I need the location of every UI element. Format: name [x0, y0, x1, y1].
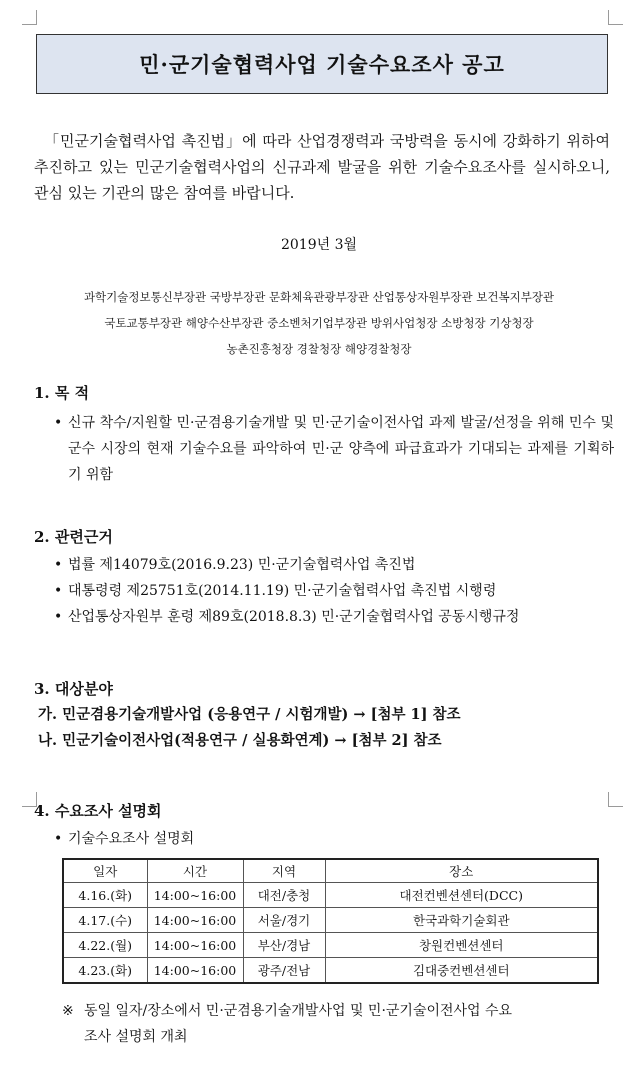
note-text: 동일 일자/장소에서 민·군겸용기술개발사업 및 민·군기술이전사업 수요 — [84, 1003, 513, 1019]
table-header-row — [63, 859, 598, 883]
bullet-text: 산업통상자원부 훈령 제89호(2018.8.3) 민·군기술협력사업 공동시행규정 — [68, 609, 520, 625]
briefing-note — [62, 998, 610, 1050]
list-item — [34, 578, 614, 604]
table-row — [63, 958, 598, 984]
purpose-bullets — [34, 410, 614, 488]
cell-time: 14:00~16:00 — [147, 883, 243, 908]
cell-region: 부산/경남 — [243, 933, 325, 958]
cell-venue: 대전컨벤션센터(DCC) — [325, 883, 598, 908]
cell-venue: 김대중컨벤션센터 — [325, 958, 598, 984]
bullet-text: 신규 착수/지원할 민·군겸용기술개발 및 민·군기술이전사업 과제 발굴/선정을 위해 민수 및 군수 시장의 현재 기술수요를 파악하여 민·군 양측에 파급효과가 기대되는 과제를 기획하기 위함 — [68, 415, 614, 483]
cell-date: 4.23.(화) — [63, 958, 147, 984]
column-header-time: 시간 — [147, 859, 243, 883]
section-basis — [34, 526, 614, 630]
section-title: 3. 대상분야 — [34, 680, 113, 698]
briefing-bullets — [34, 826, 614, 852]
note-line-continued: 조사 설명회 개최 — [84, 1029, 188, 1045]
ministries-list — [20, 284, 618, 362]
list-item — [34, 604, 614, 630]
cell-region: 서울/경기 — [243, 908, 325, 933]
intro-text: 「민군기술협력사업 촉진법」에 따라 산업경쟁력과 국방력을 동시에 강화하기 위하여 추진하고 있는 민군기술협력사업의 신규과제 발굴을 위한 기술수요조사를 실시하오니, 관심 있는 기관의 많은 참여를 바랍니다. — [34, 132, 610, 202]
bullet-icon: • — [54, 557, 63, 573]
basis-bullets — [34, 552, 614, 630]
section-purpose — [34, 382, 614, 488]
ministries-line: 국토교통부장관 해양수산부장관 중소벤처기업부장관 방위사업청장 소방청장 기상청장 — [104, 316, 534, 330]
cell-region: 광주/전남 — [243, 958, 325, 984]
bullet-icon: • — [54, 831, 63, 847]
column-header-region: 지역 — [243, 859, 325, 883]
section-title: 2. 관련근거 — [34, 528, 113, 546]
section-fields — [34, 678, 614, 754]
cell-venue: 한국과학기술회관 — [325, 908, 598, 933]
page-corner-top-left — [22, 10, 37, 25]
bullet-text: 기술수요조사 설명회 — [68, 831, 195, 847]
field-item: 가. 민군겸용기술개발사업 (응용연구 / 시험개발) → [첨부 1] 참조 — [38, 706, 461, 723]
cell-date: 4.17.(수) — [63, 908, 147, 933]
cell-time: 14:00~16:00 — [147, 958, 243, 984]
table-row — [63, 908, 598, 933]
cell-region: 대전/충청 — [243, 883, 325, 908]
cell-time: 14:00~16:00 — [147, 933, 243, 958]
bullet-icon: • — [54, 609, 63, 625]
cell-date: 4.22.(월) — [63, 933, 147, 958]
table-row — [63, 883, 598, 908]
table-row — [63, 933, 598, 958]
section-title: 4. 수요조사 설명회 — [34, 802, 162, 820]
note-mark: ※ — [62, 1003, 74, 1019]
column-header-date: 일자 — [63, 859, 147, 883]
bullet-text: 대통령령 제25751호(2014.11.19) 민·군기술협력사업 촉진법 시행령 — [68, 583, 497, 599]
ministries-line: 농촌진흥청장 경찰청장 해양경찰청장 — [226, 342, 412, 356]
cell-date: 4.16.(화) — [63, 883, 147, 908]
cell-venue: 창원컨벤션센터 — [325, 933, 598, 958]
note-line — [62, 998, 610, 1024]
section-briefing — [34, 800, 614, 852]
bullet-text: 법률 제14079호(2016.9.23) 민·군기술협력사업 촉진법 — [68, 557, 416, 573]
briefing-schedule-table — [62, 858, 599, 984]
announcement-date: 2019년 3월 — [280, 237, 358, 253]
list-item — [34, 826, 614, 852]
document-title: 민·군기술협력사업 기술수요조사 공고 — [36, 34, 608, 94]
page-corner-top-right — [608, 10, 623, 25]
cell-time: 14:00~16:00 — [147, 908, 243, 933]
ministries-line: 과학기술정보통신부장관 국방부장관 문화체육관광부장관 산업통상자원부장관 보건복지부장관 — [83, 290, 555, 304]
list-item — [34, 552, 614, 578]
bullet-icon: • — [54, 583, 63, 599]
column-header-venue: 장소 — [325, 859, 598, 883]
field-item: 나. 민군기술이전사업(적용연구 / 실용화연계) → [첨부 2] 참조 — [38, 732, 442, 749]
section-title: 1. 목 적 — [34, 384, 90, 402]
list-item — [34, 410, 614, 488]
bullet-icon: • — [54, 415, 63, 431]
intro-paragraph — [34, 128, 610, 206]
